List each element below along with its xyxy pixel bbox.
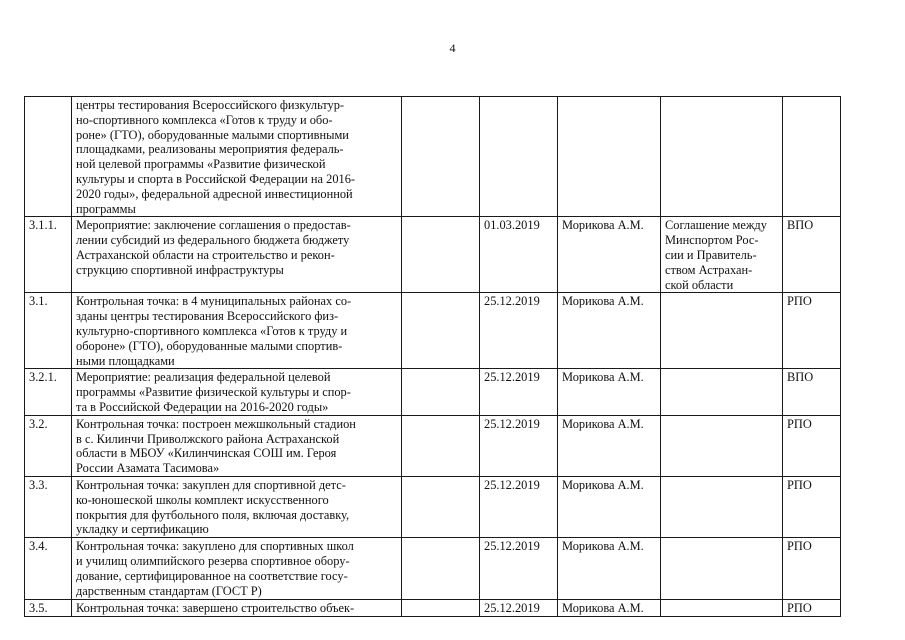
date-cell [480,97,558,217]
responsible-cell: Морикова А.М. [558,217,661,293]
empty-cell [402,369,480,415]
row-number-cell: 3.2. [25,415,72,476]
document-cell: Соглашение между Минспортом Рос- сии и Правитель- ством Астрахан- ской области [661,217,783,293]
document-cell [661,600,783,617]
table-row [25,97,841,217]
description-cell: Мероприятие: заключение соглашения о предостав- лении субсидий из федерального бюджета бюджету Астраханской области на строительство и рекон- струкцию спортивной инфраструктуры [72,217,402,293]
document-cell [661,293,783,369]
table-row [25,476,841,537]
date-cell: 25.12.2019 [480,415,558,476]
date-cell: 25.12.2019 [480,538,558,600]
document-cell [661,97,783,217]
responsible-cell: Морикова А.М. [558,600,661,617]
empty-cell [402,415,480,476]
table-row [25,217,841,293]
empty-cell [402,476,480,537]
description-cell: Контрольная точка: завершено строительство объек- [72,600,402,617]
description-cell: Контрольная точка: закуплен для спортивной детс- ко-юношеской школы комплект искусственного покрытия для футбольного поля, включая доставку, укладку и сертификацию [72,476,402,537]
table-row [25,369,841,415]
description-cell: Контрольная точка: построен межшкольный стадион в с. Килинчи Приволжского района Астраханской области в МБОУ «Килинчинская СОШ им. Героя России Азамата Тасимова» [72,415,402,476]
type-cell: РПО [783,476,841,537]
row-number-cell: 3.3. [25,476,72,537]
table-row [25,415,841,476]
table-row [25,538,841,600]
date-cell: 25.12.2019 [480,293,558,369]
row-number-cell: 3.4. [25,538,72,600]
page-number: 4 [449,41,456,55]
table-row [25,293,841,369]
document-cell [661,476,783,537]
plan-table [24,96,841,617]
type-cell: РПО [783,415,841,476]
responsible-cell [558,97,661,217]
type-cell: РПО [783,600,841,617]
type-cell: ВПО [783,369,841,415]
document-cell [661,538,783,600]
type-cell [783,97,841,217]
responsible-cell: Морикова А.М. [558,415,661,476]
responsible-cell: Морикова А.М. [558,369,661,415]
description-cell: Мероприятие: реализация федеральной целевой программы «Развитие физической культуры и спор- та в Российской Федерации на 2016-2020 годы» [72,369,402,415]
row-number-cell: 3.5. [25,600,72,617]
responsible-cell: Морикова А.М. [558,476,661,537]
description-cell: Контрольная точка: в 4 муниципальных районах со- зданы центры тестирования Всероссийского физ- культурно-спортивного комплекса «Готов к труду и обороне» (ГТО), оборудованные малыми спортив- ными площадками [72,293,402,369]
description-cell: центры тестирования Всероссийского физкультур- но-спортивного комплекса «Готов к труду и обо- роне» (ГТО), оборудованные малыми спортивными площадками, реализованы мероприятия федераль- ной целевой программы «Развитие физической культуры и спорта в Российской Федерации на 2016- 2020 годы», федеральной адресной инвестиционной программы [72,97,402,217]
date-cell: 01.03.2019 [480,217,558,293]
type-cell: РПО [783,293,841,369]
row-number-cell: 3.1. [25,293,72,369]
document-cell [661,415,783,476]
responsible-cell: Морикова А.М. [558,538,661,600]
document-cell [661,369,783,415]
date-cell: 25.12.2019 [480,369,558,415]
empty-cell [402,600,480,617]
row-number-cell [25,97,72,217]
responsible-cell: Морикова А.М. [558,293,661,369]
date-cell: 25.12.2019 [480,600,558,617]
type-cell: РПО [783,538,841,600]
date-cell: 25.12.2019 [480,476,558,537]
empty-cell [402,538,480,600]
description-cell: Контрольная точка: закуплено для спортивных школ и училищ олимпийского резерва спортивное обору- дование, сертифицированное на соответствие госу- дарственным стандартам (ГОСТ Р) [72,538,402,600]
row-number-cell: 3.2.1. [25,369,72,415]
type-cell: ВПО [783,217,841,293]
empty-cell [402,217,480,293]
row-number-cell: 3.1.1. [25,217,72,293]
empty-cell [402,293,480,369]
table-row [25,600,841,617]
empty-cell [402,97,480,217]
